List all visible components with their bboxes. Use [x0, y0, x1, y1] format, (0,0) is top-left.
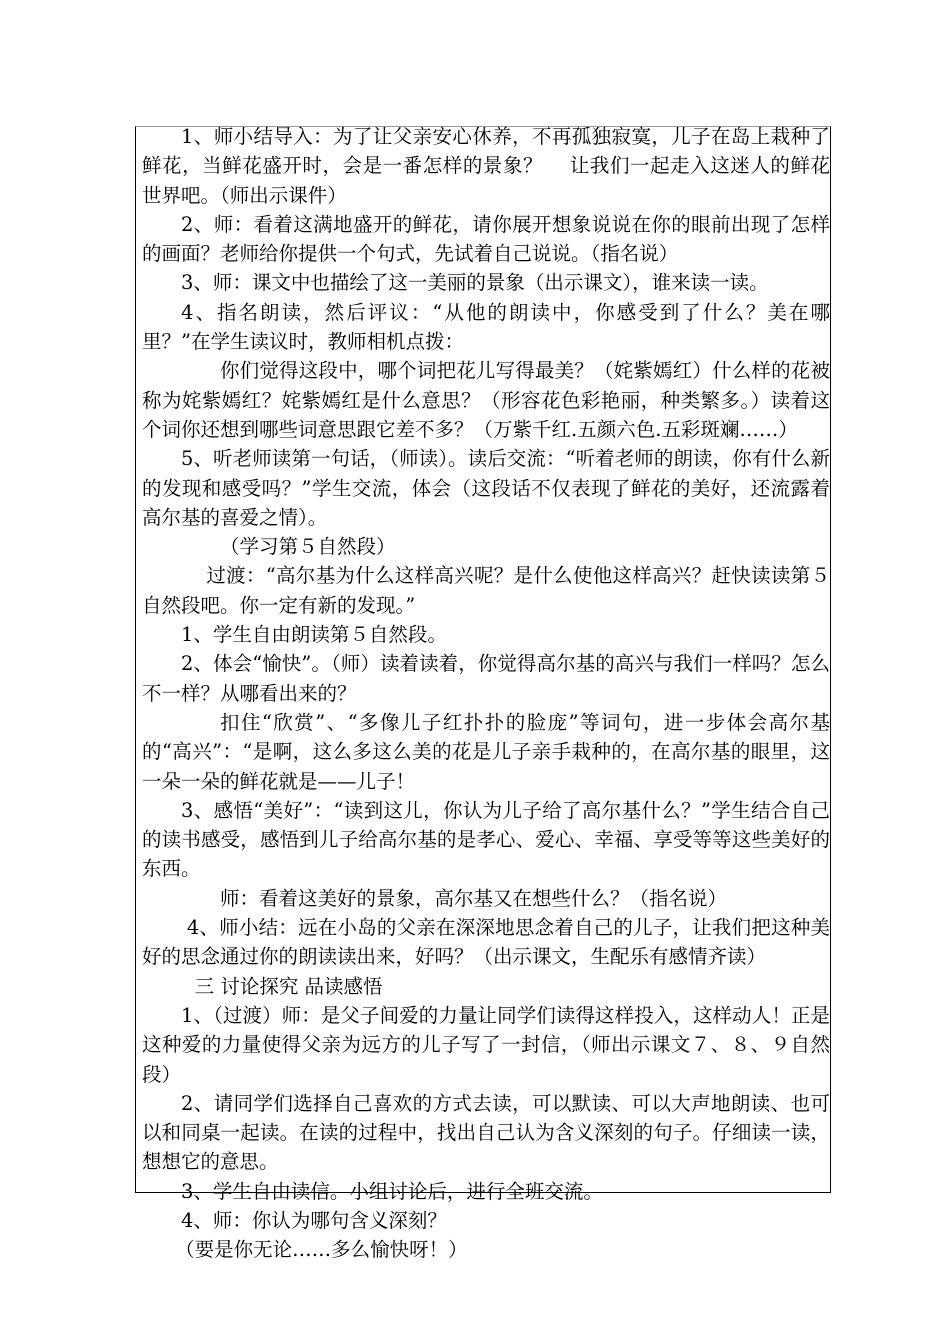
paragraph-teacher-question: 师：看着这美好的景象，高尔基又在想些什么？（指名说） — [220, 886, 728, 910]
paragraph-quote: （要是你无论……多么愉快呀！） — [175, 1238, 468, 1262]
lesson-plan-body — [142, 122, 830, 1265]
paragraph-word-discussion: 你们觉得这段中，哪个词把花儿写得最美？（姹紫嫣红）什么样的花被称为姹紫嫣红？姹紫嫣红是什么意思？（形容花色彩艳丽，种类繁多。）读着这个词你还想到哪些词意思跟它差不多？（万紫千红.五颜六色.五彩斑斓……） — [142, 359, 830, 441]
section-three-heading: 三 讨论探究 品读感悟 — [194, 974, 383, 998]
paragraph-teacher-reads: 5、听老师读第一句话，（师读）。读后交流：“听着老师的朗读，你有什么新的发现和感受吗？”学生交流，体会（这段话不仅表现了鲜花的美好，还流露着高尔基的喜爱之情）。 — [142, 447, 830, 529]
paragraph-group-discussion: 3、学生自由读信。小组讨论后，进行全班交流。 — [181, 1179, 603, 1203]
paragraph-show-text: 3、师：课文中也描绘了这一美丽的景象（出示课文），谁来读一读。 — [181, 271, 769, 295]
paragraph-choose-method: 2、请同学们选择自己喜欢的方式去读，可以默读、可以大声地朗读、也可以和同桌一起读。在读的过程中，找出自己认为含义深刻的句子。仔细读一读，想想它的意思。 — [142, 1091, 830, 1174]
paragraph-imagine: 2、师：看着这满地盛开的鲜花，请你展开想象说说在你的眼前出现了怎样的画面？老师给你提供一个句式，先试着自己说说。（指名说） — [142, 212, 830, 266]
paragraph-transition: 过渡：“高尔基为什么这样高兴呢？是什么使他这样高兴？赶快读读第５自然段吧。你一定有新的发现。” — [142, 564, 830, 617]
paragraph-summary-four: 4、师小结：远在小岛的父亲在深深地思念着自己的儿子，让我们把这种美好的思念通过你的朗读读出来，好吗？（出示课文，生配乐有感情齐读） — [142, 916, 830, 969]
paragraph-key-phrases: 扣住“欣赏”、“多像儿子红扑扑的脸庞”等词句，进一步体会高尔基的“高兴”：“是啊，这么多这么美的花是儿子亲手栽种的，在高尔基的眼里，这一朵一朵的鲜花就是——儿子！ — [142, 710, 830, 793]
paragraph-free-reading: 1、学生自由朗读第５自然段。 — [181, 623, 447, 647]
paragraph-read-aloud: 4、指名朗读，然后评议：“从他的朗读中，你感受到了什么？美在哪里？”在学生读议时，教师相机点拨： — [142, 300, 830, 354]
paragraph-section-five-heading: （学习第５自然段） — [220, 535, 396, 559]
paragraph-intro-summary: 1、师小结导入：为了让父亲安心休养，不再孤独寂寞，儿子在岛上栽种了鲜花，当鲜花盛开时，会是一番怎样的景象？ 让我们一起走入这迷人的鲜花世界吧。（师出示课件） — [142, 125, 830, 207]
paragraph-feel-happy: 2、体会“愉快”。（师）读着读着，你觉得高尔基的高兴与我们一样吗？怎么不一样？从哪看出来的？ — [142, 652, 830, 705]
paragraph-transition-letter: 1、（过渡）师：是父子间爱的力量让同学们读得这样投入，这样动人！正是这种爱的力量使得父亲为远方的儿子写了一封信，（师出示课文７、８、９自然段） — [142, 1003, 830, 1086]
paragraph-deep-meaning: 4、师：你认为哪句含义深刻？ — [181, 1208, 447, 1232]
paragraph-beauty: 3、感悟“美好”：“读到这儿，你认为儿子给了高尔基什么？”学生结合自己的读书感受，感悟到儿子给高尔基的是孝心、爱心、幸福、享受等等这些美好的东西。 — [142, 798, 830, 881]
